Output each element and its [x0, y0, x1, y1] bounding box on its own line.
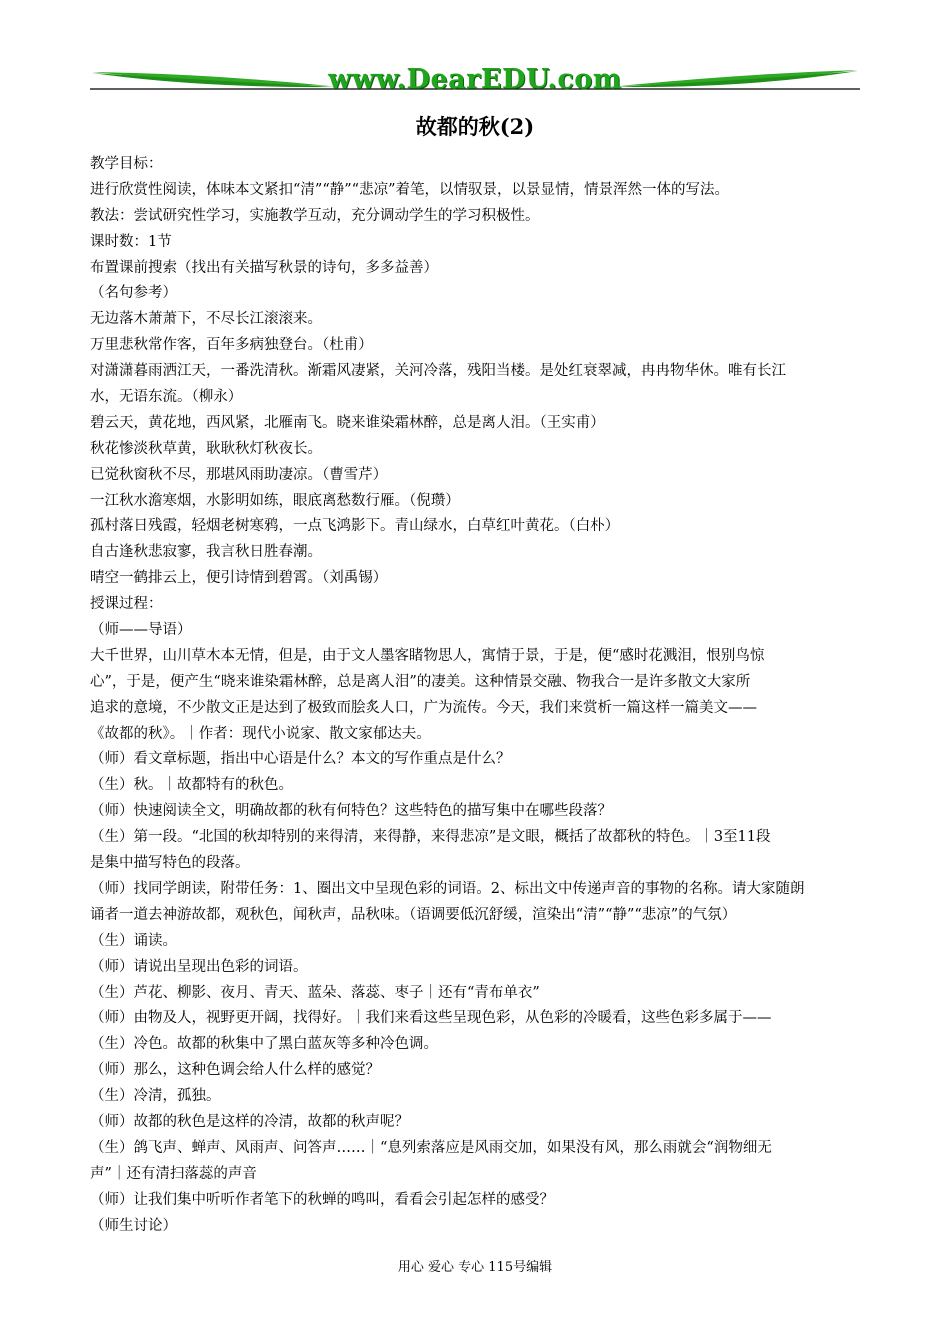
body-line: （师生讨论）: [90, 1217, 177, 1234]
body-line: 晴空一鹤排云上，便引诗情到碧霄。（刘禹锡）: [90, 570, 388, 587]
body-line: 课时数：1节: [90, 233, 172, 250]
body-line: 《故都的秋》。｜作者：现代小说家、散文家郁达夫。: [90, 725, 431, 742]
body-line: （师）找同学朗读，附带任务：1、圈出文中呈现色彩的词语。2、标出文中传递声音的事物的名称。请大家随朗: [90, 880, 805, 897]
body-line: 大千世界，山川草木本无情，但是，由于文人墨客睹物思人，寓情于景，于是，便“感时花溅泪，恨别鸟惊: [90, 647, 765, 664]
body-line: 已觉秋窗秋不尽，那堪风雨助凄凉。（曹雪芹）: [90, 466, 388, 483]
document-body: [90, 152, 862, 1239]
body-line: 教法：尝试研究性学习，实施教学互动，充分调动学生的学习积极性。: [90, 207, 540, 224]
body-line: 万里悲秋常作客，百年多病独登台。（杜甫）: [90, 337, 373, 354]
body-line: 对潇潇暮雨洒江天，一番洗清秋。渐霜风凄紧，关河冷落，残阳当楼。是处红衰翠减，冉冉物华休。唯有长江: [90, 363, 786, 380]
body-line: （师）快速阅读全文，明确故都的秋有何特色？这些特色的描写集中在哪些段落？: [90, 803, 612, 820]
body-line: （师——导语）: [90, 622, 192, 639]
body-line: 秋花惨淡秋草黄，耿耿秋灯秋夜长。: [90, 440, 322, 457]
body-line: （生）诵读。: [90, 932, 177, 949]
body-line: 自古逢秋悲寂寥，我言秋日胜春潮。: [90, 544, 322, 561]
document-title: 故都的秋(2): [415, 114, 535, 139]
body-line: 是集中描写特色的段落。: [90, 855, 250, 872]
body-line: （师）故都的秋色是这样的冷清，故都的秋声呢？: [90, 1113, 409, 1130]
body-line: （师）请说出呈现出色彩的词语。: [90, 958, 308, 975]
body-line: （师）由物及人，视野更开阔，找得好。｜我们来看这些呈现色彩，从色彩的冷暖看，这些色彩多属于——: [90, 1010, 772, 1027]
body-line: 教学目标：: [90, 156, 163, 172]
body-line: 碧云天，黄花地，西风紧，北雁南飞。晓来谁染霜林醉，总是离人泪。（王实甫）: [90, 414, 605, 431]
body-line: 水，无语东流。（柳永）: [90, 389, 243, 406]
body-line: （生）芦花、柳影、夜月、青天、蓝朵、落蕊、枣子｜还有“青布单衣”: [90, 984, 540, 1001]
body-line: 进行欣赏性阅读，体味本文紧扣“清”“静”“悲凉”着笔，以情驭景，以景显情，情景浑然一体的写法。: [90, 181, 729, 198]
body-line: 声”｜还有清扫落蕊的声音: [90, 1165, 257, 1182]
body-line: （师）让我们集中听听作者笔下的秋蝉的鸣叫，看看会引起怎样的感受？: [90, 1191, 554, 1208]
body-line: 追求的意境，不少散文正是达到了极致而脍炙人口，广为流传。今天，我们来赏析一篇这样一篇美文——: [90, 699, 757, 716]
body-line: （生）鸽飞声、蝉声、风雨声、问答声……｜“息列索落应是风雨交加，如果没有风，那么雨就会“润物细无: [90, 1139, 772, 1156]
body-line: （生）冷色。故都的秋集中了黑白蓝灰等多种冷色调。: [90, 1036, 438, 1053]
body-line: 诵者一道去神游故都，观秋色，闻秋声，品秋味。（语调要低沉舒缓，渲染出“清”“静”“悲凉”的气氛）: [90, 906, 737, 923]
body-line: （名句参考）: [90, 285, 177, 302]
banner-site-name: www.DearEDU.com: [328, 64, 622, 95]
site-banner: [90, 62, 860, 98]
body-line: （生）冷清，孤独。: [90, 1088, 221, 1105]
body-line: 孤村落日残霞，轻烟老树寒鸦，一点飞鸿影下。青山绿水，白草红叶黄花。（白朴）: [90, 518, 620, 535]
body-line: 布置课前搜索（找出有关描写秋景的诗句，多多益善）: [90, 259, 438, 276]
body-line: （生）第一段。“北国的秋却特别的来得清，来得静，来得悲凉”是文眼，概括了故都秋的特色。｜3至11段: [90, 829, 771, 846]
page-footer: 用心 爱心 专心 115号编辑: [397, 1260, 553, 1275]
body-line: 心”，于是，便产生“晓来谁染霜林醉，总是离人泪”的凄美。这种情景交融、物我合一是许多散文大家所: [90, 673, 751, 690]
body-line: （师）看文章标题，指出中心语是什么？本文的写作重点是什么？: [90, 751, 511, 768]
body-line: 无边落木萧萧下，不尽长江滚滚来。: [90, 311, 322, 328]
body-line: 授课过程：: [90, 596, 163, 613]
body-line: 一江秋水澹寒烟，水影明如练，眼底离愁数行雁。（倪瓒）: [90, 492, 460, 509]
body-line: （生）秋。｜故都特有的秋色。: [90, 777, 293, 794]
body-line: （师）那么，这种色调会给人什么样的感觉？: [90, 1062, 380, 1079]
